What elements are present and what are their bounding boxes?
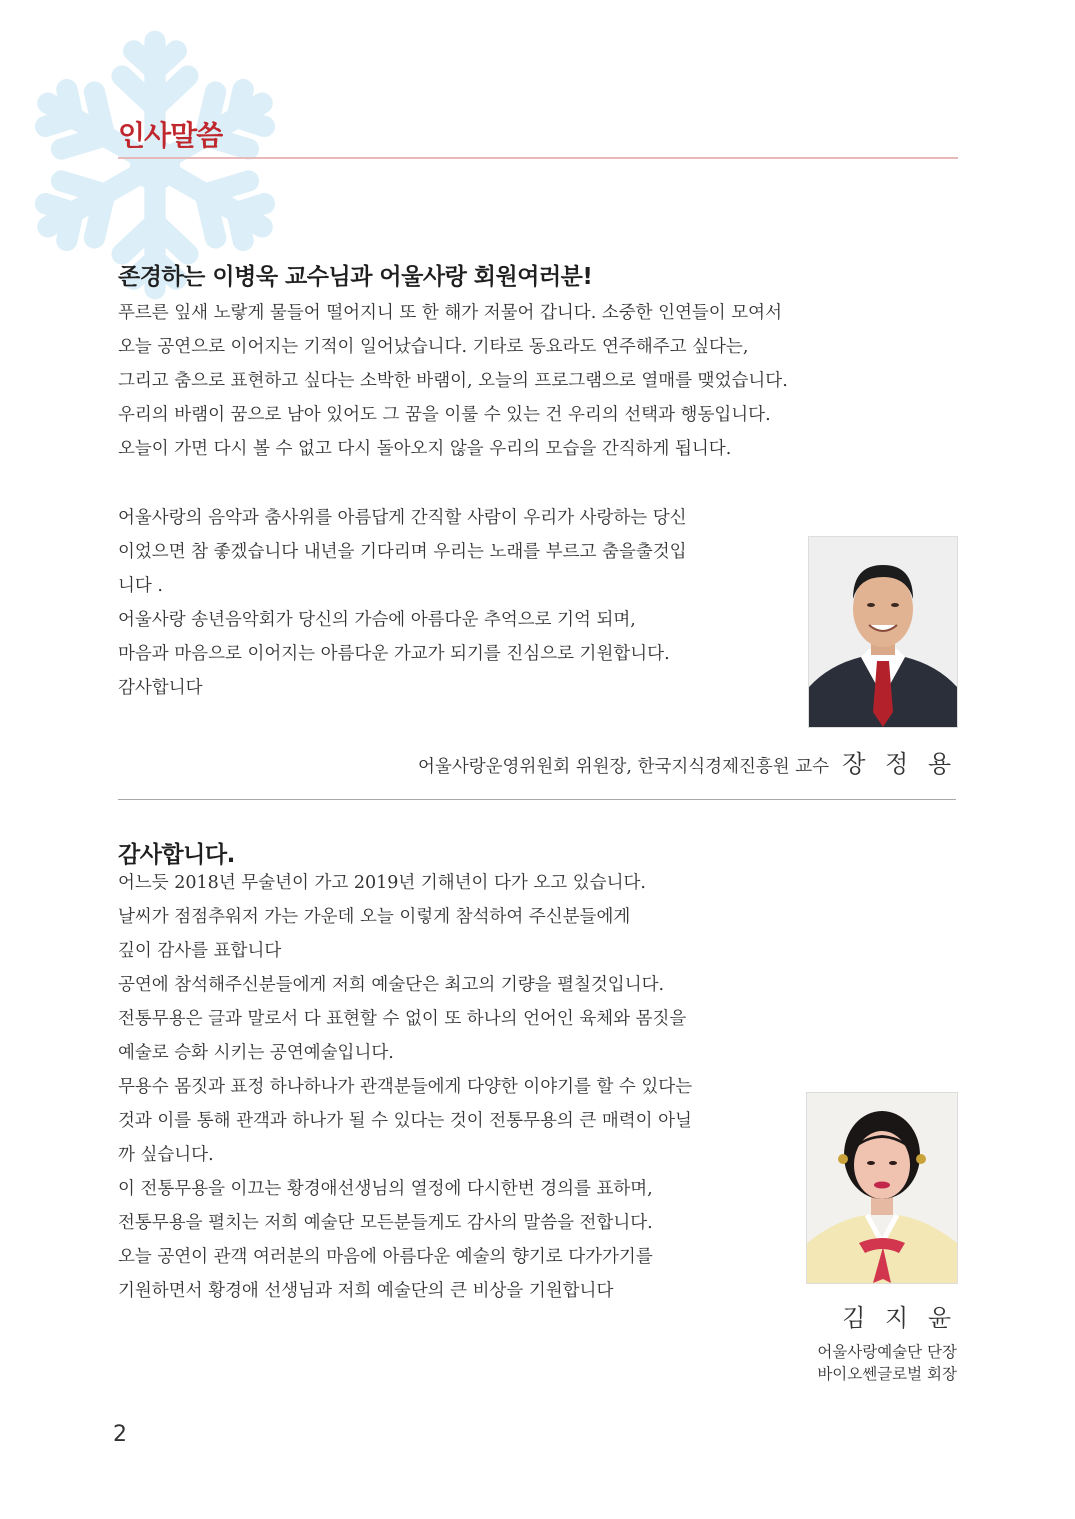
text-line: 이었으면 참 좋겠습니다 내년을 기다리며 우리는 노래를 부르고 춤을출것입	[118, 542, 687, 562]
thanks-paragraph	[118, 866, 692, 1308]
text-line: 전통무용을 펼치는 저희 예술단 모든분들게도 감사의 말씀을 전합니다.	[118, 1213, 653, 1233]
page-title: 인사말씀	[118, 119, 223, 152]
director-signature-name	[842, 1298, 957, 1333]
text-line: 것과 이를 통해 관객과 하나가 될 수 있다는 것이 전통무용의 큰 매력이 아닐	[118, 1111, 692, 1131]
text-line: 무용수 몸짓과 표정 하나하나가 관객분들에게 다양한 이야기를 할 수 있다는	[118, 1077, 693, 1097]
text-line: 니다 .	[118, 576, 163, 596]
signature-title: 어울사랑운영위원회 위원장, 한국지식경제진흥원 교수	[418, 757, 830, 777]
text-line: 어느듯 2018년 무술년이 가고 2019년 기해년이 다가 오고 있습니다.	[118, 873, 646, 893]
thanks-heading: 감사합니다.	[118, 842, 235, 868]
title-underline	[118, 157, 958, 159]
text-line: 오늘이 가면 다시 볼 수 없고 다시 돌아오지 않을 우리의 모습을 간직하게 됩니다.	[118, 439, 732, 459]
text-line: 전통무용은 글과 말로서 다 표현할 수 없이 또 하나의 언어인 육체와 몸짓을	[118, 1009, 687, 1029]
greeting-heading: 존경하는 이병욱 교수님과 어울사랑 회원여러분!	[118, 264, 593, 290]
portrait-photo-chairman	[808, 536, 958, 728]
portrait-photo-director	[806, 1092, 958, 1284]
text-line: 깊이 감사를 표합니다	[118, 941, 282, 961]
text-line: 감사합니다	[118, 678, 203, 698]
text-line: 오늘 공연이 관객 여러분의 마음에 아름다운 예술의 향기로 다가가기를	[118, 1247, 653, 1267]
page-number: 2	[113, 1422, 127, 1447]
text-line: 마음과 마음으로 이어지는 아름다운 가교가 되기를 진심으로 기원합니다.	[118, 644, 670, 664]
greeting-paragraph-2	[118, 501, 687, 705]
text-line: 예술로 승화 시키는 공연예술입니다.	[118, 1043, 394, 1063]
text-line: 오늘 공연으로 이어지는 기적이 일어났습니다. 기타로 동요라도 연주해주고 싶다는,	[118, 337, 749, 357]
text-line: 이 전통무용을 이끄는 황경애선생님의 열정에 다시한번 경의를 표하며,	[118, 1179, 653, 1199]
text-line: 까 싶습니다.	[118, 1145, 214, 1165]
section-divider	[118, 799, 956, 800]
text-line: 그리고 춤으로 표현하고 싶다는 소박한 바램이, 오늘의 프로그램으로 열매를 맺었습니다.	[118, 371, 788, 391]
signature-name: 김 지 윤	[842, 1304, 957, 1332]
text-line: 어울사랑 송년음악회가 당신의 가슴에 아름다운 추억으로 기억 되며,	[118, 610, 636, 630]
director-role-1: 어울사랑예술단 단장	[817, 1343, 957, 1361]
text-line: 공연에 참석해주신분들에게 저희 예술단은 최고의 기량을 펼칠것입니다.	[118, 975, 665, 995]
text-line: 푸르른 잎새 노랗게 물들어 떨어지니 또 한 해가 저물어 갑니다. 소중한 인연들이 모여서	[118, 303, 782, 323]
greeting-paragraph-1	[118, 296, 788, 466]
text-line: 날씨가 점점추워저 가는 가운데 오늘 이렇게 참석하여 주신분들에게	[118, 907, 631, 927]
text-line: 우리의 바램이 꿈으로 남아 있어도 그 꿈을 이룰 수 있는 건 우리의 선택과 행동입니다.	[118, 405, 771, 425]
chairman-signature	[418, 744, 957, 779]
text-line: 기원하면서 황경애 선생님과 저희 예술단의 큰 비상을 기원합니다	[118, 1281, 614, 1301]
text-line: 어울사랑의 음악과 춤사위를 아름답게 간직할 사람이 우리가 사랑하는 당신	[118, 508, 687, 528]
director-role-2: 바이오쎈글로벌 회장	[817, 1365, 957, 1383]
signature-name: 장 정 용	[842, 750, 957, 778]
